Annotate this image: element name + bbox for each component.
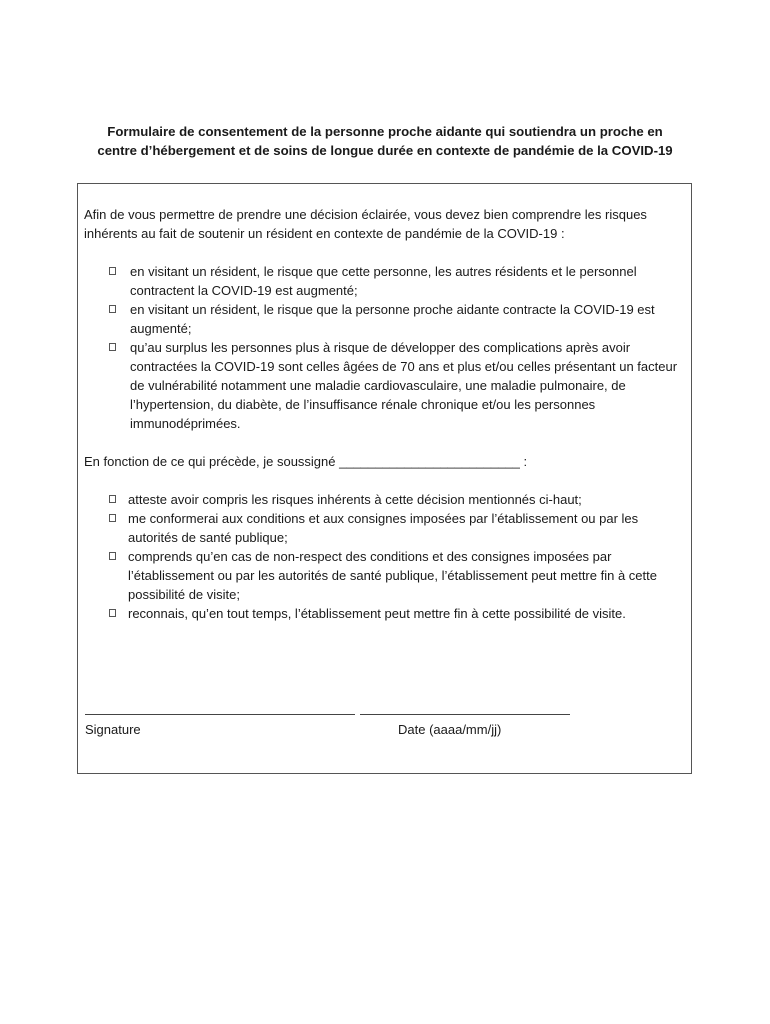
commitment-2-checkbox[interactable] bbox=[109, 514, 116, 522]
intro-paragraph: Afin de vous permettre de prendre une décision éclairée, vous devez bien comprendre les risques inhérents au fait de soutenir un résident en contexte de pandémie de la COVID-19 : bbox=[84, 207, 647, 241]
commitment-1-checkbox[interactable] bbox=[109, 495, 116, 503]
risk-2-label: en visitant un résident, le risque que la personne proche aidante contracte la COVID-19 est augmenté; bbox=[130, 302, 655, 336]
document-title: Formulaire de consentement de la personne proche aidante qui soutiendra un proche en centre d’hébergement et de soins de longue durée en contexte de pandémie de la COVID-19 bbox=[97, 124, 673, 158]
commitment-1-label: atteste avoir compris les risques inhérents à cette décision mentionnés ci-haut; bbox=[128, 492, 582, 507]
undersigned-statement: En fonction de ce qui précède, je soussigné _________________________ : bbox=[84, 454, 528, 469]
commitment-item-4 bbox=[108, 604, 688, 623]
commitments-checklist bbox=[108, 490, 688, 623]
commitment-item-1 bbox=[108, 490, 688, 509]
risk-2-checkbox[interactable] bbox=[109, 305, 116, 313]
date-line[interactable] bbox=[360, 714, 570, 715]
risk-item-1 bbox=[108, 262, 688, 300]
risk-1-label: en visitant un résident, le risque que cette personne, les autres résidents et le personnel contractent la COVID-19 est augmenté; bbox=[130, 264, 637, 298]
risk-1-checkbox[interactable] bbox=[109, 267, 116, 275]
commitment-3-checkbox[interactable] bbox=[109, 552, 116, 560]
commitment-item-2 bbox=[108, 509, 688, 547]
risk-3-checkbox[interactable] bbox=[109, 343, 116, 351]
commitment-2-label: me conformerai aux conditions et aux consignes imposées par l’établissement ou par les autorités de santé publique; bbox=[128, 511, 639, 545]
commitment-3-label: comprends qu’en cas de non-respect des conditions et des consignes imposées par l’établissement ou par les autorités de santé publique, l’établissement peut mettre fin à cette possibilité de visite; bbox=[128, 549, 657, 602]
commitment-item-3 bbox=[108, 547, 688, 604]
signature-label: Signature bbox=[85, 722, 141, 737]
commitment-4-checkbox[interactable] bbox=[109, 609, 116, 617]
signature-line[interactable] bbox=[85, 714, 355, 715]
risk-item-3 bbox=[108, 338, 688, 433]
commitment-4-label: reconnais, qu’en tout temps, l’établissement peut mettre fin à cette possibilité de visite. bbox=[128, 606, 626, 621]
risk-item-2 bbox=[108, 300, 688, 338]
risk-3-label: qu’au surplus les personnes plus à risque de développer des complications après avoir contractées la COVID-19 sont celles âgées de 70 ans et plus et/ou celles présentant un facteur de vulnérabilité notamment une maladie cardiovasculaire, une maladie pulmonaire, de l’hypertension, du diabète, de l’insuffisance rénale chronique et/ou les personnes immunodéprimées. bbox=[130, 340, 678, 431]
date-label: Date (aaaa/mm/jj) bbox=[398, 722, 502, 737]
risks-checklist bbox=[108, 262, 688, 433]
